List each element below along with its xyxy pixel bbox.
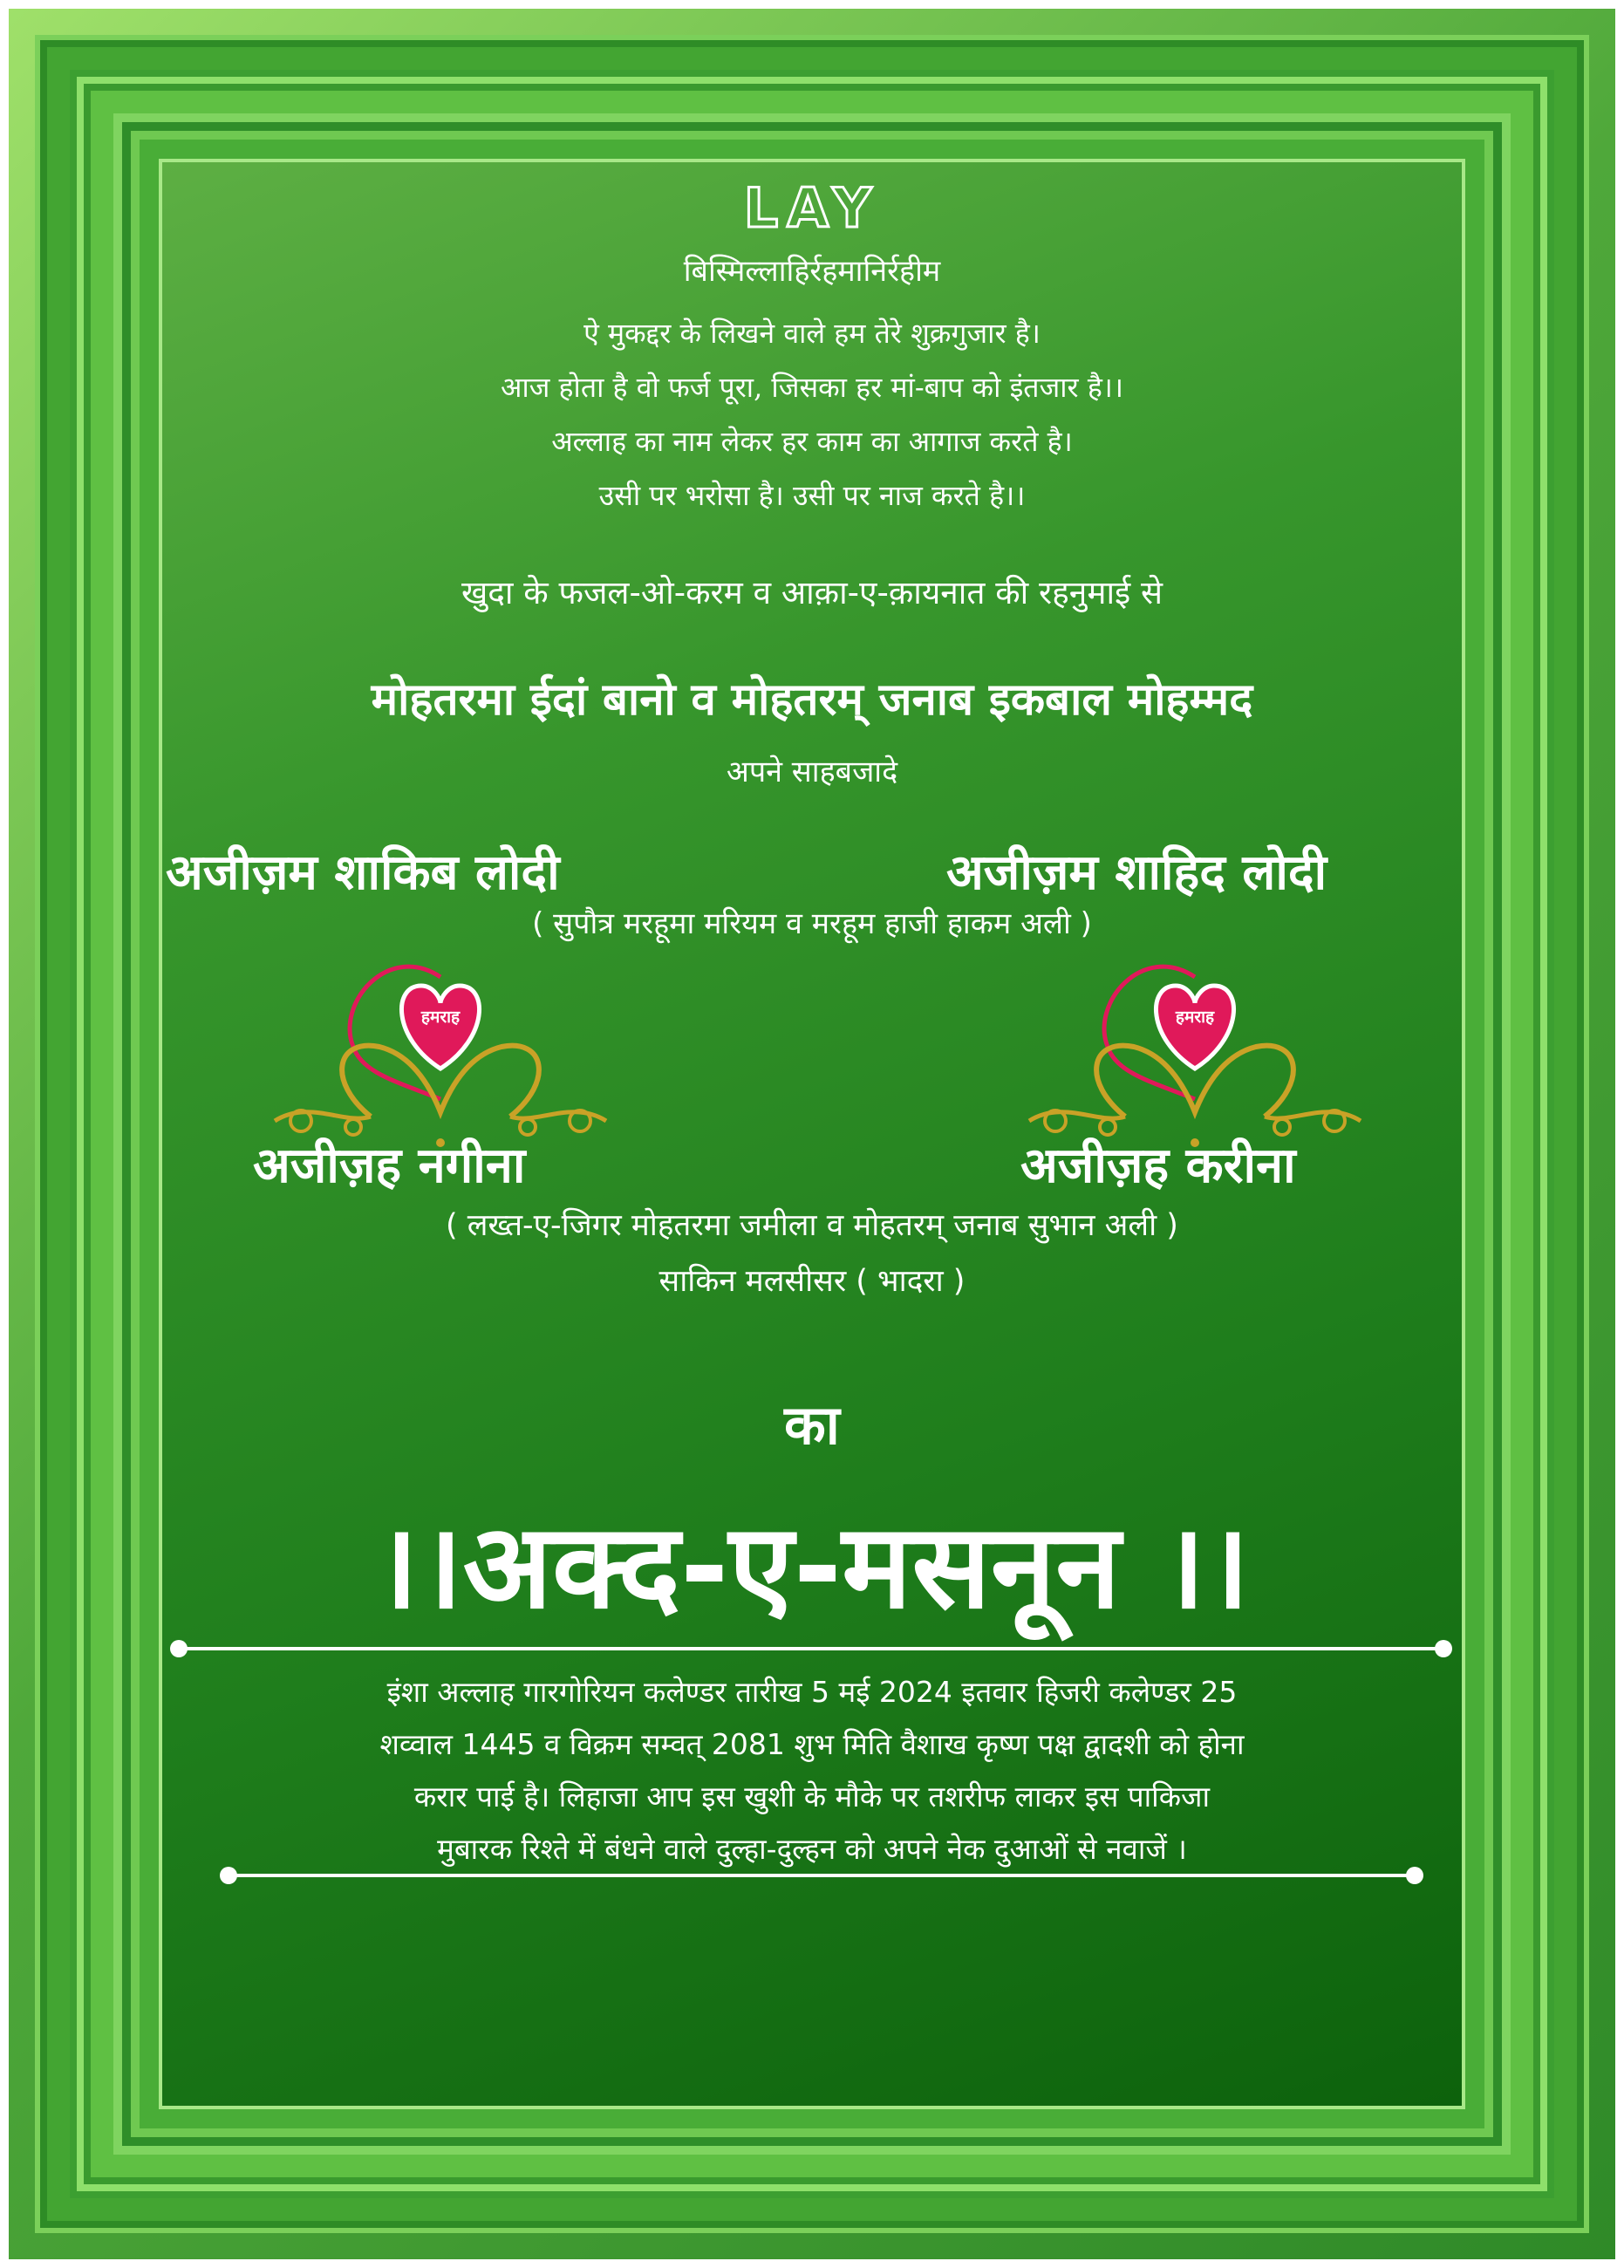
rule-dot xyxy=(1406,1867,1423,1884)
poem-line: आज होता है वो फर्ज पूरा, जिसका हर मां-बाप को इंतजार है।। xyxy=(500,371,1124,404)
heart-ornament-icon xyxy=(240,951,641,1160)
blessing-line: खुदा के फजल-ओ-करम व आक़ा-ए-क़ायनात की रहनुमाई से xyxy=(461,574,1163,611)
poem-line: अल्लाह का नाम लेकर हर काम का आगाज करते है। xyxy=(551,425,1073,458)
divider-bottom xyxy=(229,1874,1415,1877)
groom-name-1: अजीज़म शाकिब लोदी xyxy=(166,844,560,901)
logo: LAY xyxy=(743,176,881,240)
bride-parents-line: ( लख्त-ए-जिगर मोहतरमा जमीला व मोहतरम् जनाब सुभान अली ) xyxy=(446,1208,1178,1243)
heart-ornament-icon xyxy=(994,951,1395,1160)
ka-word: का xyxy=(784,1393,840,1457)
ceremony-title: ।।अक्द-ए-मसनून ।। xyxy=(374,1499,1250,1635)
groom-name-2: अजीज़म शाहिद लोदी xyxy=(946,844,1327,901)
poem-line: ऐ मुकद्दर के लिखने वाले हम तेरे शुक्रगुजार है। xyxy=(583,317,1041,350)
residence-line: साकिन मलसीसर ( भादरा ) xyxy=(658,1264,966,1299)
details-line: इंशा अल्लाह गारगोरियन कलेण्डर तारीख 5 मई 2024 इतवार हिजरी कलेण्डर 25 xyxy=(386,1675,1238,1709)
bismillah: बिस्मिल्लाहिर्रहमानिर्रहीम xyxy=(683,254,941,289)
details-line: शव्वाल 1445 व विक्रम सम्वत् 2081 शुभ मिति वैशाख कृष्ण पक्ष द्वादशी को होना xyxy=(379,1727,1245,1761)
rule-dot xyxy=(1435,1640,1452,1657)
divider-top xyxy=(179,1647,1443,1650)
grandparents-line: ( सुपौत्र मरहूमा मरियम व मरहूम हाजी हाकम अली ) xyxy=(532,906,1092,941)
details-line: मुबारक रिश्ते में बंधने वाले दुल्हा-दुल्हन को अपने नेक दुआओं से नवाजें । xyxy=(437,1832,1187,1866)
parents-line: मोहतरमा ईदां बानो व मोहतरम् जनाब इकबाल मोहम्मद xyxy=(371,674,1253,726)
bride-name-1: अजीज़ह नगीना xyxy=(253,1137,526,1194)
bride-name-2: अजीज़ह करीना xyxy=(1020,1137,1296,1194)
heart-label: हमराह xyxy=(420,1008,461,1027)
heart-label: हमराह xyxy=(1175,1008,1215,1027)
details-line: करार पाई है। लिहाजा आप इस खुशी के मौके पर तशरीफ लाकर इस पाकिजा xyxy=(413,1780,1211,1814)
apne-line: अपने साहबजादे xyxy=(726,755,898,789)
poem-line: उसी पर भरोसा है। उसी पर नाज करते है।। xyxy=(598,479,1026,512)
